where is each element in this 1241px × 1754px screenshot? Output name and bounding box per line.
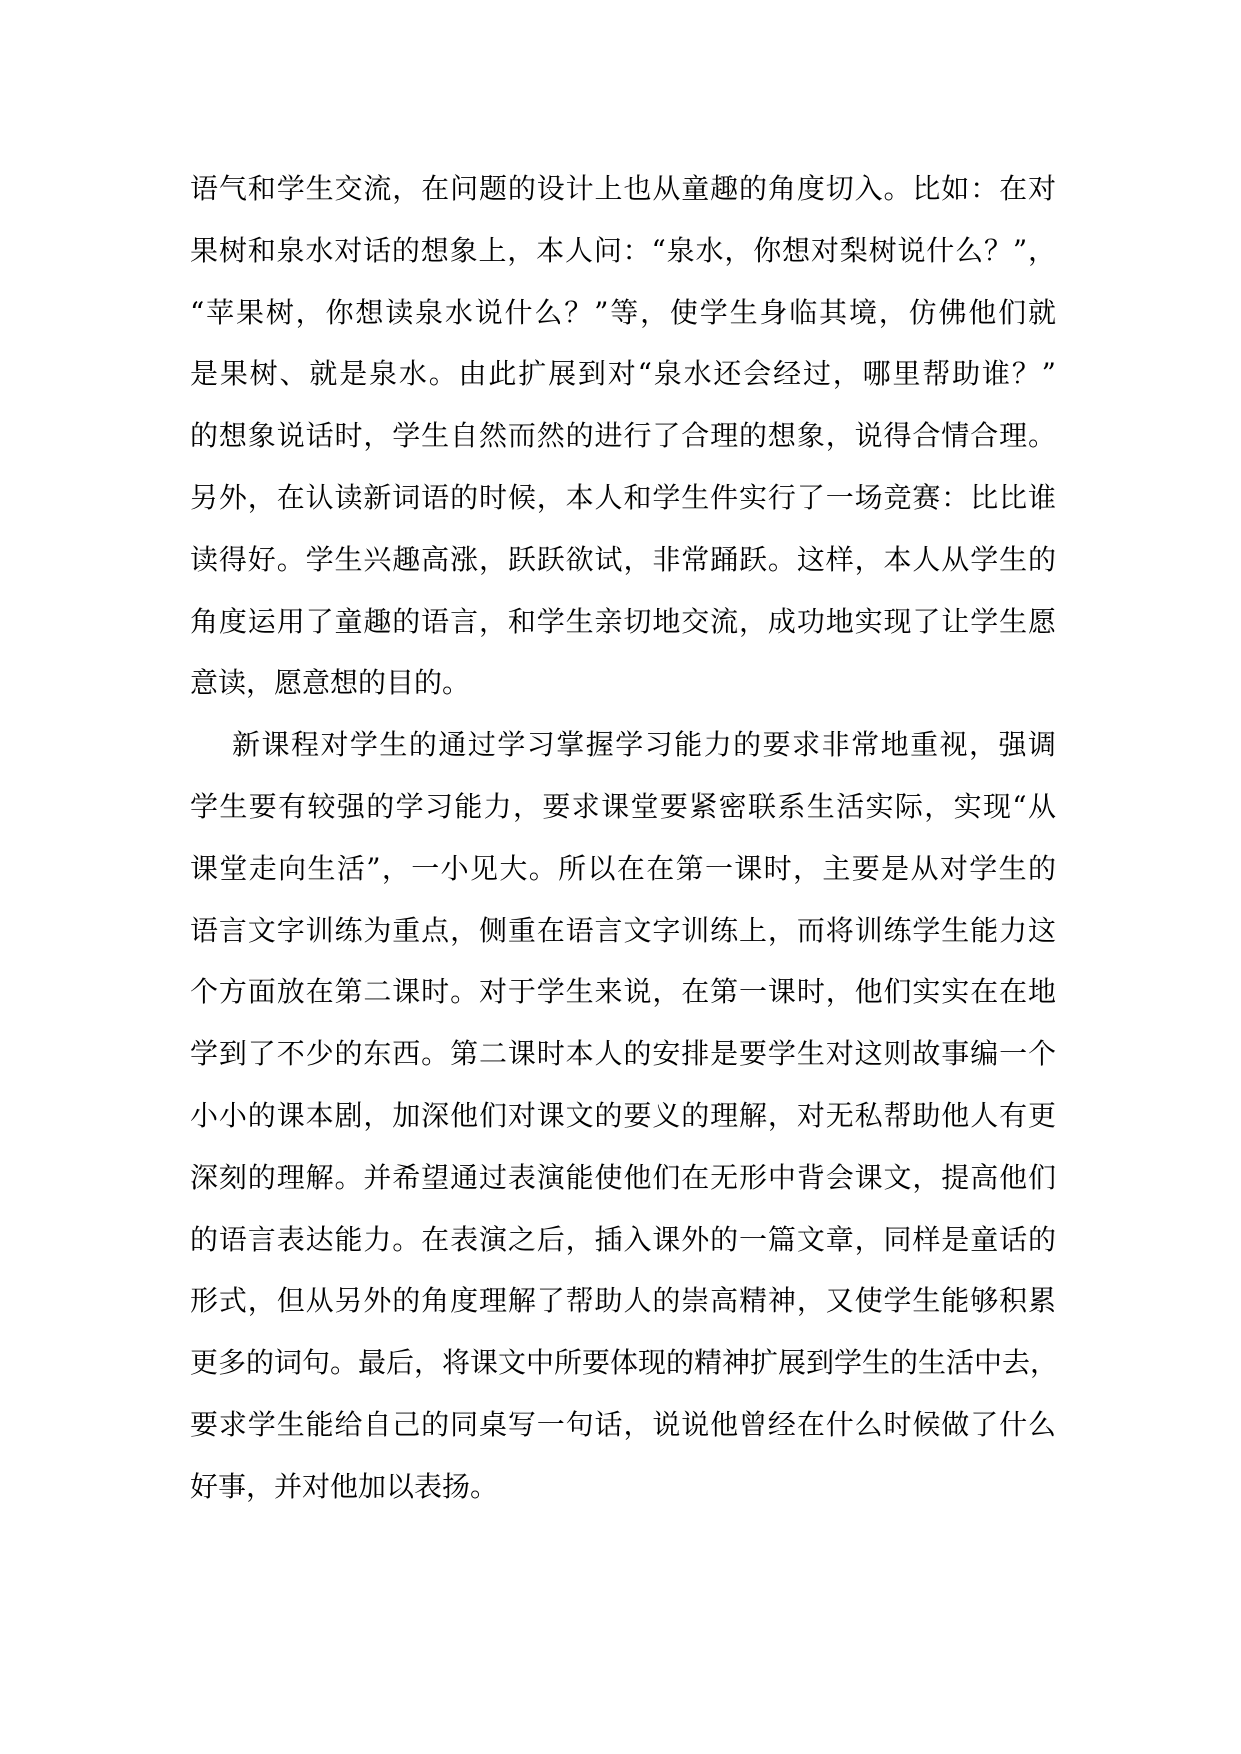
text-line: 学生要有较强的学习能力，要求课堂要紧密联系生活实际，实现“从 — [190, 789, 1056, 823]
text-line: 小小的课本剧，加深他们对课文的要义的理解，对无私帮助他人有更 — [190, 1098, 1056, 1132]
text-line: “苹果树，你想读泉水说什么？”等，使学生身临其境，仿佛他们就 — [190, 295, 1056, 329]
text-line: 果树和泉水对话的想象上，本人问：“泉水，你想对梨树说什么？”， — [190, 233, 1056, 267]
text-line: 是果树、就是泉水。由此扩展到对“泉水还会经过，哪里帮助谁？” — [190, 357, 1056, 391]
text-line: 个方面放在第二课时。对于学生来说，在第一课时，他们实实在在地 — [190, 975, 1056, 1009]
text-line: 课堂走向生活”，一小见大。所以在在第一课时，主要是从对学生的 — [190, 851, 1056, 885]
text-line: 角度运用了童趣的语言，和学生亲切地交流，成功地实现了让学生愿 — [190, 604, 1056, 638]
text-line: 的语言表达能力。在表演之后，插入课外的一篇文章，同样是童话的 — [190, 1222, 1056, 1256]
text-line: 好事，并对他加以表扬。 — [190, 1469, 499, 1503]
text-line: 语言文字训练为重点，侧重在语言文字训练上，而将训练学生能力这 — [190, 913, 1056, 947]
document-body — [190, 158, 1059, 1518]
text-line: 新课程对学生的通过学习掌握学习能力的要求非常地重视，强调 — [232, 728, 1056, 762]
paragraph-2 — [190, 714, 1059, 1517]
paragraph-1 — [190, 158, 1056, 714]
text-line: 形式，但从另外的角度理解了帮助人的崇高精神，又使学生能够积累 — [190, 1284, 1056, 1318]
text-line: 的想象说话时，学生自然而然的进行了合理的想象，说得合情合理。 — [190, 419, 1056, 453]
text-line: 深刻的理解。并希望通过表演能使他们在无形中背会课文，提高他们 — [190, 1160, 1056, 1194]
text-line: 另外，在认读新词语的时候，本人和学生件实行了一场竞赛：比比谁 — [190, 480, 1056, 514]
text-line: 要求学生能给自己的同桌写一句话，说说他曾经在什么时候做了什么 — [190, 1407, 1056, 1441]
text-line: 意读，愿意想的目的。 — [190, 666, 471, 700]
text-line: 更多的词句。最后，将课文中所要体现的精神扩展到学生的生活中去， — [190, 1346, 1059, 1380]
text-line: 读得好。学生兴趣高涨，跃跃欲试，非常踊跃。这样，本人从学生的 — [190, 542, 1056, 576]
text-line: 语气和学生交流，在问题的设计上也从童趣的角度切入。比如：在对 — [190, 172, 1056, 205]
text-line: 学到了不少的东西。第二课时本人的安排是要学生对这则故事编一个 — [190, 1037, 1056, 1071]
